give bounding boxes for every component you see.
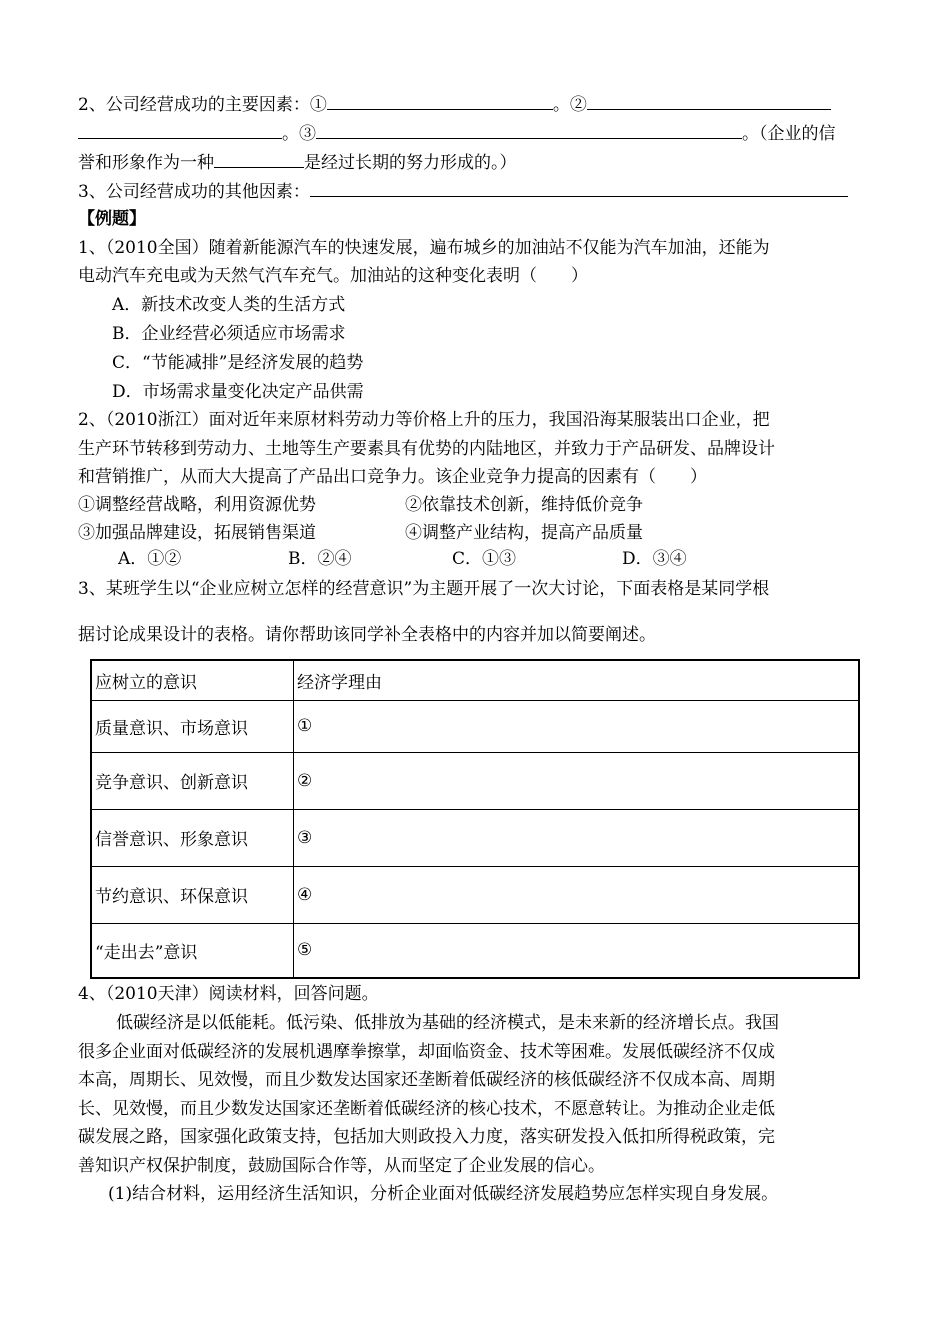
table-row xyxy=(91,809,859,866)
blank-2a[interactable] xyxy=(587,93,831,110)
ex1-option-c[interactable]: C．“节能减排”是经济发展的趋势 xyxy=(112,353,364,373)
table-header: 应树立的意识 xyxy=(91,660,294,700)
ex4-para-line: 低碳经济是以低能耗。低污染、低排放为基础的经济模式，是未来新的经济增长点。我国 xyxy=(116,1013,779,1033)
ex2-line2: 生产环节转移到劳动力、土地等生产要素具有优势的内陆地区，并致力于产品研发、品牌设计 xyxy=(78,439,775,459)
q2-line3 xyxy=(78,151,517,174)
table-cell-answer[interactable]: ⑤ xyxy=(294,923,860,978)
ex1-line2: 电动汽车充电或为天然气汽车充气。加油站的这种变化表明（ ） xyxy=(78,266,588,286)
table-cell: 质量意识、市场意识 xyxy=(91,700,294,752)
ex2-item-1: ①调整经营战略，利用资源优势 xyxy=(78,495,316,515)
ex2-line3: 和营销推广，从而大大提高了产品出口竞争力。该企业竞争力提高的因素有（ ） xyxy=(78,467,707,487)
ex2-choice-d[interactable]: D．③④ xyxy=(622,549,687,569)
ex4-para-line: 很多企业面对低碳经济的发展机遇摩拳擦掌，却面临资金、技术等困难。发展低碳经济不仅成 xyxy=(78,1042,775,1062)
table-cell-answer[interactable]: ① xyxy=(294,700,860,752)
table-cell: 竞争意识、创新意识 xyxy=(91,752,294,809)
table-cell-answer[interactable]: ③ xyxy=(294,809,860,866)
table-cell: “走出去”意识 xyxy=(91,923,294,978)
table-row xyxy=(91,866,859,923)
ex1-option-a[interactable]: A．新技术改变人类的生活方式 xyxy=(112,295,346,315)
ex4-para-line: 善知识产权保护制度，鼓励国际合作等，从而坚定了企业发展的信心。 xyxy=(78,1156,605,1176)
ex1-option-b[interactable]: B．企业经营必须适应市场需求 xyxy=(112,324,346,344)
q2-prefix: 2、公司经营成功的主要因素：① xyxy=(78,95,327,115)
blank-5[interactable] xyxy=(310,180,848,197)
blank-1[interactable] xyxy=(327,93,553,110)
table-cell: 信誉意识、形象意识 xyxy=(91,809,294,866)
ex4-para-line: 长、见效慢，而且少数发达国家还垄断着低碳经济的核心技术，不愿意转让。为推动企业走低 xyxy=(78,1099,775,1119)
ex2-item-2: ②依靠技术创新，维持低价竞争 xyxy=(405,495,643,515)
section-heading: 【例题】 xyxy=(78,209,146,229)
ex2-item-3: ③加强品牌建设，拓展销售渠道 xyxy=(78,523,316,543)
ex2-item-4: ④调整产业结构，提高产品质量 xyxy=(405,523,643,543)
ex2-choice-a[interactable]: A．①② xyxy=(118,549,182,569)
ex3-line1: 3、某班学生以“企业应树立怎样的经营意识”为主题开展了一次大讨论，下面表格是某同学根 xyxy=(78,579,770,599)
blank-2b[interactable] xyxy=(78,122,282,139)
table-row xyxy=(91,752,859,809)
ex2-choice-c[interactable]: C．①③ xyxy=(452,549,517,569)
ex1-line1: 1、（2010全国）随着新能源汽车的快速发展，遍布城乡的加油站不仅能为汽车加油，还能为 xyxy=(78,238,770,258)
ex1-option-d[interactable]: D．市场需求量变化决定产品供需 xyxy=(112,382,364,402)
q3-text: 3、公司经营成功的其他因素： xyxy=(78,182,310,202)
table-cell-answer[interactable]: ④ xyxy=(294,866,860,923)
table-cell-answer[interactable]: ② xyxy=(294,752,860,809)
table-header: 经济学理由 xyxy=(294,660,860,700)
ex2-line1: 2、（2010浙江）面对近年来原材料劳动力等价格上升的压力，我国沿海某服装出口企业，把 xyxy=(78,410,770,430)
table-row xyxy=(91,700,859,752)
blank-4[interactable] xyxy=(214,151,304,168)
table-row xyxy=(91,923,859,978)
ex4-para-line: 碳发展之路，国家强化政策支持，包括加大则政投入力度，落实研发投入低扣所得税政策，完 xyxy=(78,1127,775,1147)
q2-line3b: 是经过长期的努力形成的。） xyxy=(304,153,517,173)
awareness-table xyxy=(90,659,860,979)
q3-line xyxy=(78,180,848,203)
q2-mid2: 。③ xyxy=(282,124,316,144)
q2-line3a: 誉和形象作为一种 xyxy=(78,153,214,173)
q2-mid1: 。② xyxy=(552,95,587,115)
blank-3[interactable] xyxy=(316,122,742,139)
table-cell: 节约意识、环保意识 xyxy=(91,866,294,923)
q2-line1 xyxy=(78,93,831,116)
q2-mid3: 。（企业的信 xyxy=(742,124,836,144)
ex2-choice-b[interactable]: B．②④ xyxy=(288,549,352,569)
q2-line2 xyxy=(78,122,836,145)
table-header-row xyxy=(91,660,859,700)
ex4-question: (1)结合材料，运用经济生活知识，分析企业面对低碳经济发展趋势应怎样实现自身发展。 xyxy=(108,1184,779,1204)
ex4-title: 4、（2010天津）阅读材料，回答问题。 xyxy=(78,984,379,1004)
ex4-para-line: 本高，周期长、见效慢，而且少数发达国家还垄断着低碳经济的核低碳经济不仅成本高、周期 xyxy=(78,1070,775,1090)
ex3-line2: 据讨论成果设计的表格。请你帮助该同学补全表格中的内容并加以简要阐述。 xyxy=(78,625,656,645)
